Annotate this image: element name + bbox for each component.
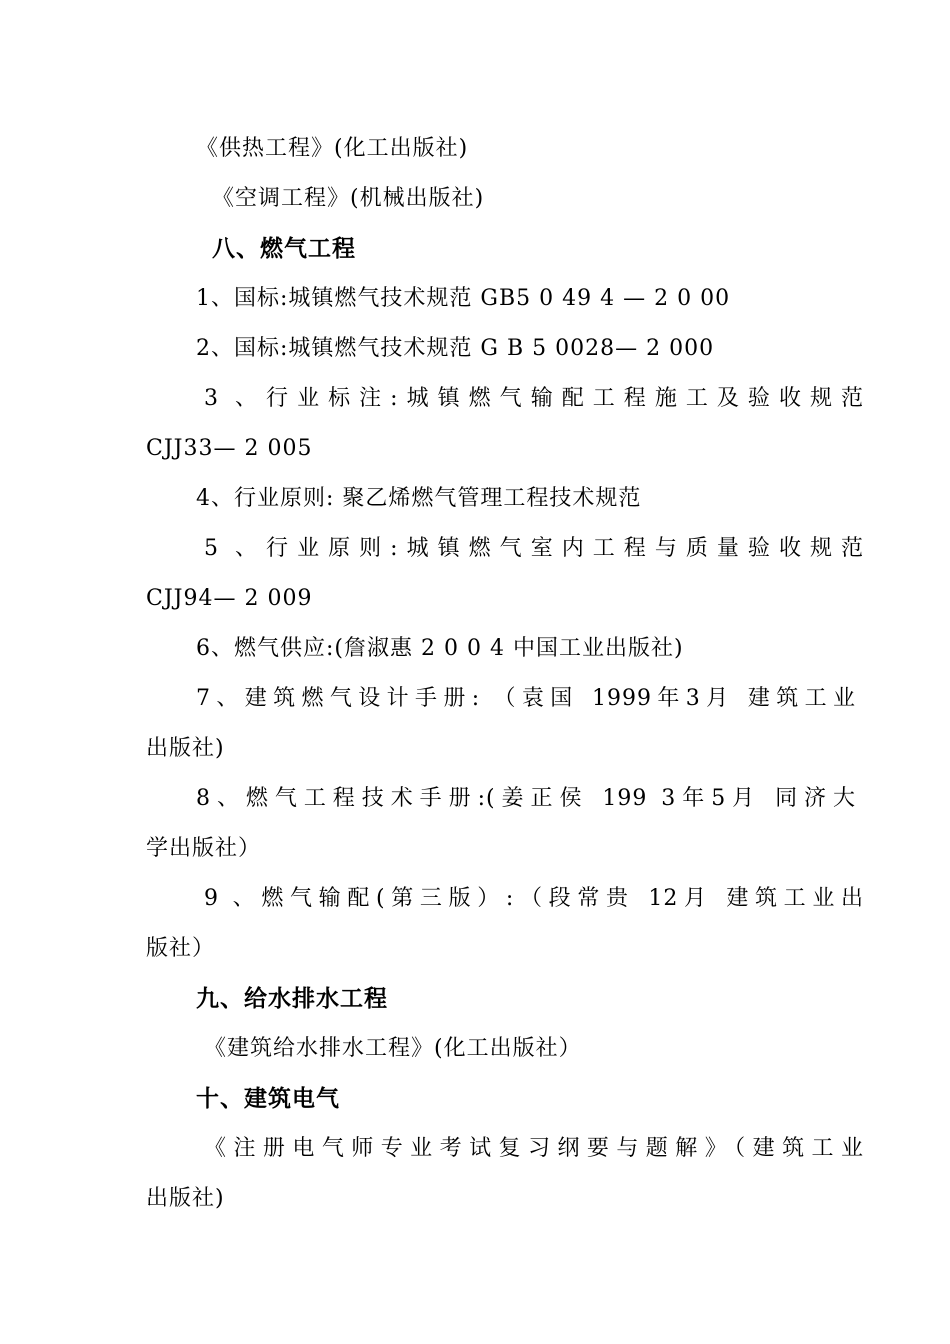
gas-item-3-continued: CJJ33— 2 005 [146,436,313,461]
gas-item-7-continued: 出版社) [146,736,225,761]
book-electrical-engineer-exam-guide: 《注册电气师专业考试复习纲要与题解》（建筑工业 [204,1136,864,1161]
book-electrical-engineer-exam-guide-continued: 出版社) [146,1186,225,1211]
gas-item-3: 3 、行业标注:城镇燃气输配工程施工及验收规范 [204,386,864,411]
book-air-conditioning-engineering: 《空调工程》(机械出版社) [212,186,485,211]
section-heading-gas-engineering: 八、燃气工程 [212,236,356,262]
gas-item-5: 5 、行业原则:城镇燃气室内工程与质量验收规范 [204,536,864,561]
section-heading-water-supply-drainage: 九、给水排水工程 [196,986,388,1012]
section-heading-building-electrical: 十、建筑电气 [196,1086,340,1112]
gas-item-9-continued: 版社） [146,936,216,961]
gas-item-4: 4、行业原则: 聚乙烯燃气管理工程技术规范 [196,486,642,511]
gas-item-1: 1、国标:城镇燃气技术规范 GB5 0 49 4 — 2 0 00 [196,286,731,311]
gas-item-9: 9 、燃气输配(第三版）:（段常贵 12月 建筑工业出 [204,886,864,911]
gas-item-6: 6、燃气供应:(詹淑惠 2 0 0 4 中国工业出版社) [196,636,684,661]
gas-item-2: 2、国标:城镇燃气技术规范 G B 5 0028— 2 000 [196,336,715,361]
gas-item-8: 8、燃气工程技术手册:(姜正侯 199 3年5月 同济大 [196,786,856,811]
book-building-water-supply-drainage: 《建筑给水排水工程》(化工出版社） [204,1036,582,1061]
gas-item-5-continued: CJJ94— 2 009 [146,586,313,611]
gas-item-7: 7、建筑燃气设计手册: （袁国 1999年3月 建筑工业 [196,686,856,711]
book-heating-engineering: 《供热工程》(化工出版社) [196,136,469,161]
gas-item-8-continued: 学出版社） [146,836,262,861]
